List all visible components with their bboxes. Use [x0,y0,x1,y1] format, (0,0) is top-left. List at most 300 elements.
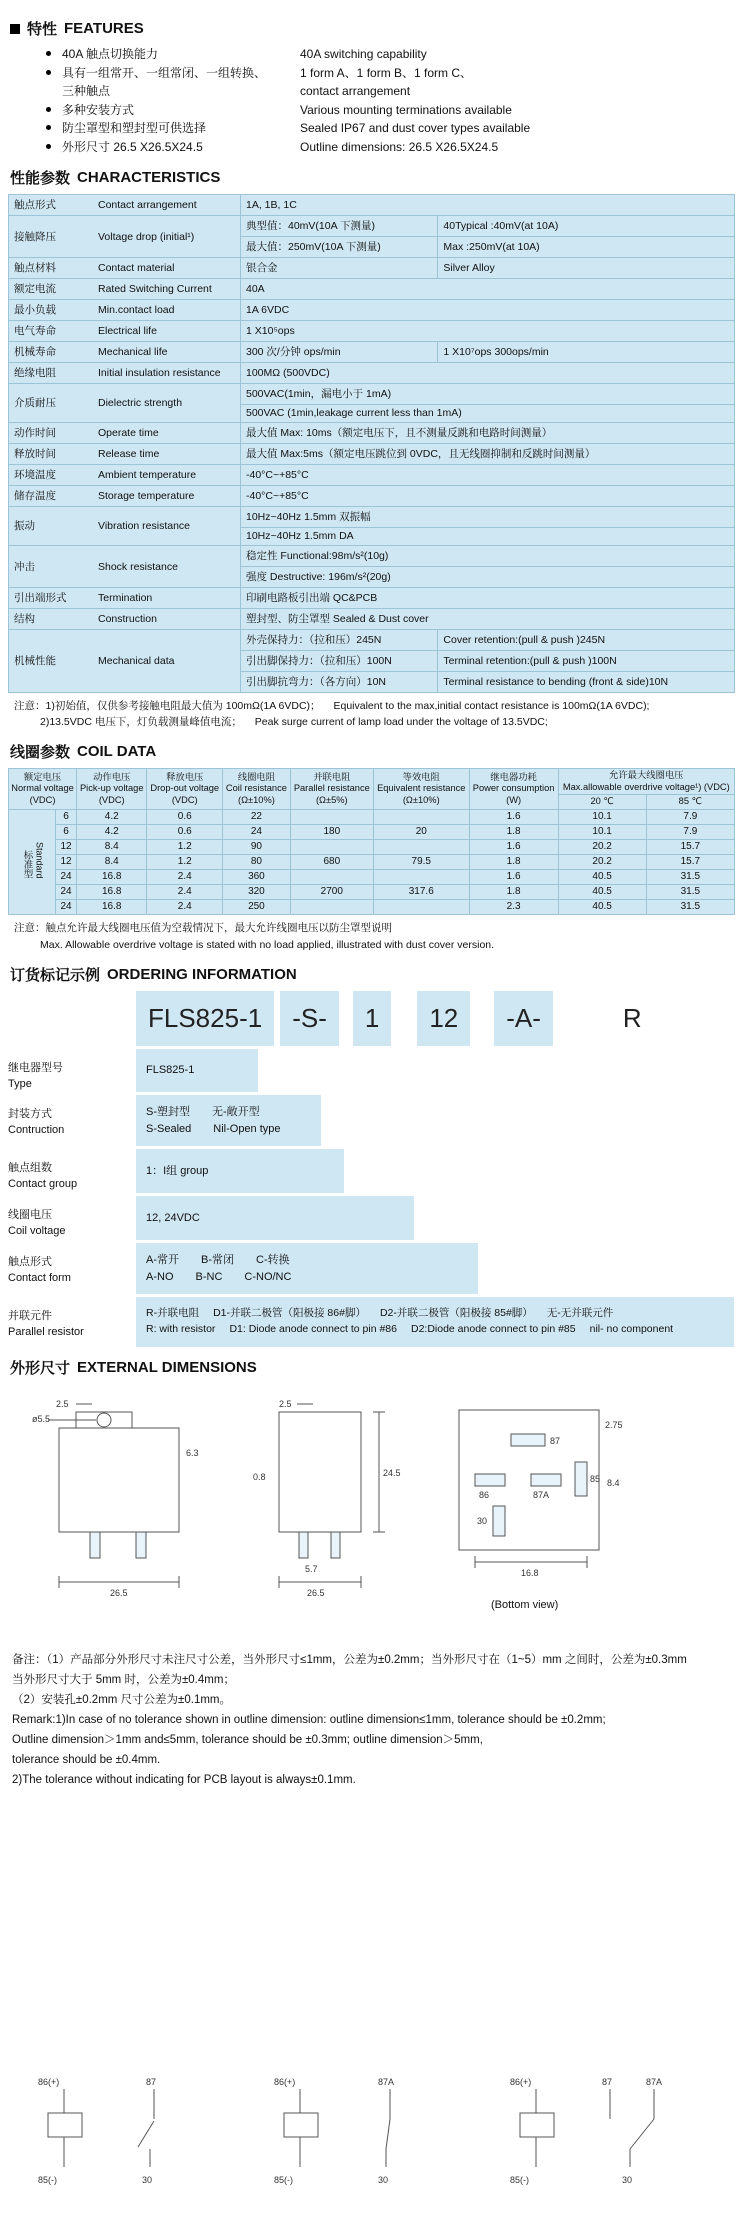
note-cn: 2)13.5VDC 电压下，灯负载测量峰值电流； [40,716,242,729]
char-label-cell [9,257,241,278]
dim-24-5: 24.5 [383,1467,401,1478]
row-label-en: Min.contact load [98,304,175,317]
coil-cell: 20.2 [558,839,646,854]
char-value-cell: 1 X10⁷ops 300ops/min [438,341,735,362]
bottom-view-drawing [419,1386,649,1636]
table-row [9,545,735,566]
ordering-option: B-常闭 [201,1254,234,1267]
code-part-coil-voltage: 12 [417,991,470,1046]
ordering-row-coil-voltage [8,1196,735,1240]
ordering-row-content [136,1095,321,1146]
ordering-option: C-NO/NC [244,1270,292,1283]
ordering-label-cn: 触点形式 [8,1256,52,1269]
characteristics-heading [10,167,735,188]
ordering-row-content [136,1049,258,1093]
char-label-cell [9,278,241,299]
terminal-86-label: 86(+) [274,2076,296,2087]
front-view-drawing [14,1386,229,1636]
ordering-label-en: Contruction [8,1124,65,1137]
coil-cell: 10.1 [558,809,646,824]
feature-cn: 防尘罩型和塑封型可供选择 [62,121,207,136]
ordering-option: S-塑封型 [146,1106,190,1119]
table-row [9,608,735,629]
char-value-cell: -40°C~+85°C [241,485,735,506]
row-label-cn: 触点材料 [14,262,56,275]
bullet-icon [46,70,51,75]
ordering-row-content [136,1196,414,1240]
table-row [9,839,735,854]
table-row [9,809,735,824]
row-label-en: Mechanical data [98,655,175,668]
row-label-en: Operate time [98,427,159,440]
note-cn: 注意：1)初始值，仅供参考接触电阻最大值为 100mΩ(1A 6VDC)； [14,699,321,712]
char-label-cell [9,194,241,215]
coil-cell: 0.6 [147,809,223,824]
table-row [9,341,735,362]
coil-header-equivalent: 等效电阻 Equivalent resistance (Ω±10%) [373,769,469,810]
ordering-option: D1-并联二极管（阳极接 86#脚） [213,1307,366,1320]
coil-cell: 15.7 [646,854,734,869]
row-label-en: Construction [98,613,157,626]
char-label-cell [9,362,241,383]
code-part-contact-form: -A- [494,991,553,1046]
row-label-cn: 触点形式 [14,199,56,212]
coil-cell: 16.8 [77,869,147,884]
dim-26-5: 26.5 [307,1587,325,1598]
option-line [146,1269,468,1286]
ordering-diagram [8,991,735,1347]
dim-2-5: 2.5 [56,1398,69,1409]
coil-cell: 20.2 [558,854,646,869]
coil-cell: 12 [56,854,77,869]
characteristics-table [8,194,735,693]
coil-heading-en: COIL DATA [77,743,157,761]
pin-85-label: 85 [590,1473,601,1484]
table-row [9,869,735,884]
char-value-cell: 40A [241,278,735,299]
coil-heading [10,741,735,762]
option-line [146,1322,724,1338]
coil-cell: 2.4 [147,884,223,899]
ordering-row-contact-group [8,1149,735,1193]
char-label-cell [9,443,241,464]
coil-side-en: Standard [34,842,45,879]
char-label-cell [9,422,241,443]
wiring-diagrams [26,2069,735,2199]
remark-line: Outline dimension＞1mm and≤5mm, tolerance should be ±0.3mm; outline dimension＞5mm, [12,1734,483,1747]
option-line [146,1306,724,1322]
char-value-cell: 1 X10⁵ops [241,320,735,341]
char-value-cell: -40°C~+85°C [241,464,735,485]
note-line [40,714,735,731]
dim-2-5: 2.5 [279,1398,292,1409]
ordering-heading [10,964,735,985]
coil-cell: 10.1 [558,824,646,839]
feature-item [8,119,735,138]
pin-87-label: 87 [550,1435,561,1446]
feature-item [8,45,735,64]
char-label-cell [9,545,241,587]
wiring-diagram-form-a [26,2069,206,2199]
table-row [9,899,735,914]
table-row [9,443,735,464]
ordering-label-cn: 线圈电压 [8,1209,52,1222]
option-line [146,1121,311,1138]
coil-header-pickup: 动作电压 Pick-up voltage (VDC) [77,769,147,810]
char-value-cell: Terminal resistance to bending (front & side)10N [438,671,735,692]
char-value-cell: 典型值：40mV(10A 下测量) [241,215,438,236]
char-value-cell: Cover retention:(pull & push )245N [438,629,735,650]
feature-cn: 具有一组常开、一组常闭、一组转换、 [62,65,267,80]
code-part-contact-group: 1 [353,991,391,1046]
ordering-option: 无-敞开型 [212,1106,260,1119]
char-label-cell [9,629,241,692]
coil-cell: 1.2 [147,854,223,869]
coil-cell [373,869,469,884]
code-part-type: FLS825-1 [136,991,274,1046]
terminal-87a-label: 87A [646,2076,663,2087]
ordering-label-en: Parallel resistor [8,1326,84,1339]
char-label-cell [9,587,241,608]
coil-cell: 31.5 [646,884,734,899]
coil-header-dropout: 释放电压 Drop-out voltage (VDC) [147,769,223,810]
table-row [9,769,735,795]
coil-cell [290,809,373,824]
coil-cell: 8.4 [77,839,147,854]
char-value-cell: 100MΩ (500VDC) [241,362,735,383]
note-line: 注意：触点允许最大线圈电压值为空载情况下，最大允许线圈电压以防尘罩型说明 [14,921,392,934]
terminal-85-label: 85(-) [38,2174,58,2185]
char-label-cell [9,485,241,506]
ordering-row-contact-form [8,1243,735,1294]
char-value-cell: 最大值 Max:5ms（额定电压跳位到 0VDC，且无线圈抑制和反跳时间测量） [241,443,735,464]
ordering-row-parallel [8,1297,735,1347]
ordering-row-label [8,1297,136,1347]
coil-cell: 1.8 [469,884,558,899]
row-label-cn: 额定电流 [14,283,56,296]
ordering-label-en: Contact group [8,1178,78,1191]
char-value-cell: 500VAC (1min,leakage current less than 1mA) [241,404,735,422]
table-row [9,299,735,320]
row-label-en: Contact material [98,262,175,275]
char-label-cell [9,320,241,341]
row-label-en: Termination [98,592,153,605]
char-value-cell: 引出脚保持力：（拉和压）100N [241,650,438,671]
row-label-en: Contact arrangement [98,199,197,212]
coil-cell: 360 [223,869,291,884]
coil-header-85c: 85 ℃ [646,795,734,810]
coil-cell: 4.2 [77,824,147,839]
ordering-row-label [8,1196,136,1240]
terminal-30-label: 30 [378,2174,389,2185]
table-row [9,884,735,899]
feature-cn: 三种触点 [62,84,111,99]
feature-en: Various mounting terminations available [300,102,512,117]
bullet-icon [46,107,51,112]
remark-line: tolerance should be ±0.4mm. [12,1754,161,1767]
ordering-option: A-NO [146,1270,174,1283]
row-label-cn: 引出端形式 [14,592,67,605]
coil-header-resistance: 线圈电阻 Coil resistance (Ω±10%) [223,769,291,810]
ordering-option: R-并联电阻 [146,1307,200,1320]
char-label-cell [9,464,241,485]
char-label-cell [9,608,241,629]
ordering-option: 12, 24VDC [146,1212,200,1225]
remark-line: 当外形尺寸大于 5mm 时，公差为±0.4mm； [12,1673,235,1686]
coil-cell: 1.8 [469,824,558,839]
coil-cell: 0.6 [147,824,223,839]
pin-30-label: 30 [477,1515,488,1526]
row-label-en: Rated Switching Current [98,283,212,296]
row-label-en: Voltage drop (initial¹) [98,230,195,243]
coil-cell: 24 [56,869,77,884]
terminal-30-label: 30 [142,2174,153,2185]
ordering-option: R: with resistor [146,1322,216,1335]
ordering-row-content [136,1149,344,1193]
features-heading-en: FEATURES [64,20,144,37]
ordering-label-cn: 继电器型号 [8,1061,63,1074]
ordering-label-cn: 并联元件 [8,1310,52,1323]
feature-cn: 40A 触点切换能力 [62,47,159,61]
row-label-cn: 动作时间 [14,427,56,440]
table-row [9,422,735,443]
features-list [8,45,735,157]
row-label-cn: 结构 [14,613,35,626]
ordering-row-label [8,1049,136,1093]
coil-cell [373,839,469,854]
coil-header-20c: 20 ℃ [558,795,646,810]
dimension-drawings [14,1386,735,1636]
ordering-row-content [136,1297,734,1347]
features-heading [10,18,735,39]
ordering-option: FLS825-1 [146,1064,195,1077]
table-row [9,485,735,506]
section-square-icon [10,24,20,34]
coil-cell: 8.4 [77,854,147,869]
char-value-cell: 10Hz~40Hz 1.5mm DA [241,527,735,545]
coil-header-power: 继电器功耗 Power consumption (W) [469,769,558,810]
table-row [9,506,735,527]
table-row [9,383,735,404]
coil-cell: 16.8 [77,899,147,914]
coil-cell: 40.5 [558,869,646,884]
coil-table [8,768,735,915]
row-label-cn: 绝缘电阻 [14,367,56,380]
ordering-label-en: Type [8,1077,32,1090]
code-part-parallel: R [622,1002,642,1033]
coil-cell: 79.5 [373,854,469,869]
note-line: Max. Allowable overdrive voltage is stated with no load applied, illustrated with dust cover version. [40,938,495,951]
coil-cell [290,839,373,854]
row-label-cn: 振动 [14,520,35,533]
char-value-cell: 强度 Destructive: 196m/s²(20g) [241,566,735,587]
remark-line: Remark:1)In case of no tolerance shown in outline dimension: outline dimension≤1mm, tolerance should be ±0.2mm; [12,1714,606,1727]
row-label-en: Shock resistance [98,560,178,573]
row-label-en: Electrical life [98,325,157,338]
dimensions-heading-cn: 外形尺寸 [10,1359,71,1377]
pin-87a-label: 87A [533,1489,550,1500]
ordering-option: D2-并联二极管（阳极接 85#脚） [379,1307,533,1320]
note-line [14,698,735,715]
remark-line: 2)The tolerance without indicating for PCB layout is always±0.1mm. [12,1774,356,1787]
row-label-en: Mechanical life [98,346,168,359]
table-row [9,464,735,485]
char-value-cell: 最大值：250mV(10A 下测量) [241,236,438,257]
row-label-cn: 机械性能 [14,655,56,668]
coil-cell: 15.7 [646,839,734,854]
coil-cell: 80 [223,854,291,869]
table-row [9,629,735,650]
coil-cell: 7.9 [646,824,734,839]
row-label-cn: 储存温度 [14,490,56,503]
coil-header-normal-voltage: 额定电压 Normal voltage (VDC) [9,769,77,810]
coil-cell: 24 [223,824,291,839]
coil-cell: 12 [56,839,77,854]
coil-cell: 1.2 [147,839,223,854]
row-label-cn: 冲击 [14,560,35,573]
feature-item [8,64,735,83]
ordering-heading-en: ORDERING INFORMATION [107,965,297,983]
characteristics-heading-cn: 性能参数 [10,169,71,187]
table-row [9,320,735,341]
coil-cell [290,899,373,914]
char-value-cell: 1A, 1B, 1C [241,194,735,215]
coil-cell [373,809,469,824]
row-label-en: Release time [98,448,160,461]
features-heading-cn: 特性 [27,21,58,38]
remark-line: （2）安装孔±0.2mm 尺寸公差为±0.1mm。 [12,1693,232,1706]
table-row [9,215,735,236]
terminal-86-label: 86(+) [38,2076,60,2087]
bullet-icon [46,144,51,149]
coil-cell: 6 [56,809,77,824]
ordering-code-row [136,991,735,1046]
coil-cell [290,869,373,884]
char-value-cell: 1A 6VDC [241,299,735,320]
coil-cell: 31.5 [646,899,734,914]
feature-en: Sealed IP67 and dust cover types available [300,121,531,136]
coil-cell: 680 [290,854,373,869]
ordering-label-cn: 触点组数 [8,1162,52,1175]
coil-cell: 4.2 [77,809,147,824]
row-label-cn: 接触降压 [14,230,56,243]
row-label-cn: 释放时间 [14,448,56,461]
ordering-row-label [8,1149,136,1193]
char-label-cell [9,299,241,320]
dim-hole: ø5.5 [32,1413,51,1424]
ordering-row-label [8,1243,136,1294]
bullet-icon [46,125,51,130]
coil-cell: 250 [223,899,291,914]
ordering-option: B-NC [195,1270,223,1283]
ordering-row-type [8,1049,735,1093]
ordering-label-en: Coil voltage [8,1225,66,1238]
table-row [9,824,735,839]
table-row [9,257,735,278]
char-value-cell: Silver Alloy [438,257,735,278]
table-row [9,587,735,608]
row-label-cn: 最小负载 [14,304,56,317]
char-value-cell: 300 次/分钟 ops/min [241,341,438,362]
char-value-cell: 外壳保持力：（拉和压）245N [241,629,438,650]
terminal-85-label: 85(-) [274,2174,294,2185]
row-label-cn: 机械寿命 [14,346,56,359]
coil-heading-cn: 线圈参数 [10,744,71,762]
ordering-option: C-转换 [256,1254,290,1267]
note-en: Peak surge current of lamp load under the voltage of 13.5VDC; [254,716,548,729]
char-value-cell: 引出脚抗弯力：（各方向）10N [241,671,438,692]
terminal-87a-label: 87A [378,2076,395,2087]
coil-cell [373,899,469,914]
ordering-row-construction [8,1095,735,1146]
coil-cell: 40.5 [558,884,646,899]
coil-cell: 2.4 [147,869,223,884]
coil-cell: 180 [290,824,373,839]
dimensions-heading-en: EXTERNAL DIMENSIONS [77,1358,257,1376]
pin-86-label: 86 [479,1489,490,1500]
wiring-diagram-form-b [262,2069,442,2199]
dim-26-5: 26.5 [110,1587,128,1598]
char-value-cell: 最大值 Max: 10ms（额定电压下，且不测量反跳和电路时间测量） [241,422,735,443]
note-en: Equivalent to the max,initial contact resistance is 100mΩ(1A 6VDC); [333,699,650,712]
feature-en: 40A switching capability [300,47,427,61]
wiring-diagram-form-c [498,2069,698,2199]
coil-cell: 317.6 [373,884,469,899]
remarks-block [12,1650,735,1791]
coil-side-label [9,809,56,914]
feature-en: contact arrangement [300,84,411,99]
ordering-option: D2:Diode anode connect to pin #85 [410,1322,576,1335]
row-label-cn: 环境温度 [14,469,56,482]
side-view-drawing [239,1386,409,1636]
char-value-cell: 500VAC(1min，漏电小于 1mA) [241,383,735,404]
dim-0-8: 0.8 [253,1471,266,1482]
ordering-option: Nil-Open type [213,1122,281,1135]
row-label-en: Dielectric strength [98,397,183,410]
option-line [146,1252,468,1269]
feature-item [8,101,735,120]
ordering-row-label [8,1095,136,1146]
option-line [146,1104,311,1121]
table-row [9,194,735,215]
coil-cell: 31.5 [646,869,734,884]
characteristics-notes [14,698,735,732]
characteristics-heading-en: CHARACTERISTICS [77,168,221,186]
char-value-cell: 10Hz~40Hz 1.5mm 双振幅 [241,506,735,527]
feature-cn: 外形尺寸 26.5 X26.5X24.5 [62,139,203,154]
coil-cell: 1.6 [469,839,558,854]
coil-cell: 1.8 [469,854,558,869]
coil-cell: 1.6 [469,809,558,824]
char-value-cell: 印刷电路板引出端 QC&PCB [241,587,735,608]
terminal-30-label: 30 [622,2174,633,2185]
terminal-87-label: 87 [602,2076,613,2087]
char-value-cell: Max :250mV(at 10A) [438,236,735,257]
table-row [9,854,735,869]
coil-cell: 90 [223,839,291,854]
feature-item [8,138,735,157]
dim-6-3: 6.3 [186,1447,199,1458]
coil-cell: 2700 [290,884,373,899]
remark-line: 备注：（1）产品部分外形尺寸未注尺寸公差，当外形尺寸≤1mm，公差为±0.2mm；当外形尺寸在（1~5）mm 之间时，公差为±0.3mm [12,1653,687,1666]
code-part-construction: -S- [280,991,339,1046]
bullet-icon [46,51,51,56]
coil-cell: 6 [56,824,77,839]
bottom-view-caption: (Bottom view) [491,1598,559,1611]
ordering-option: D1: Diode anode connect to pin #86 [229,1322,397,1335]
ordering-label-en: Contact form [8,1272,71,1285]
ordering-option: S-Sealed [146,1122,192,1135]
